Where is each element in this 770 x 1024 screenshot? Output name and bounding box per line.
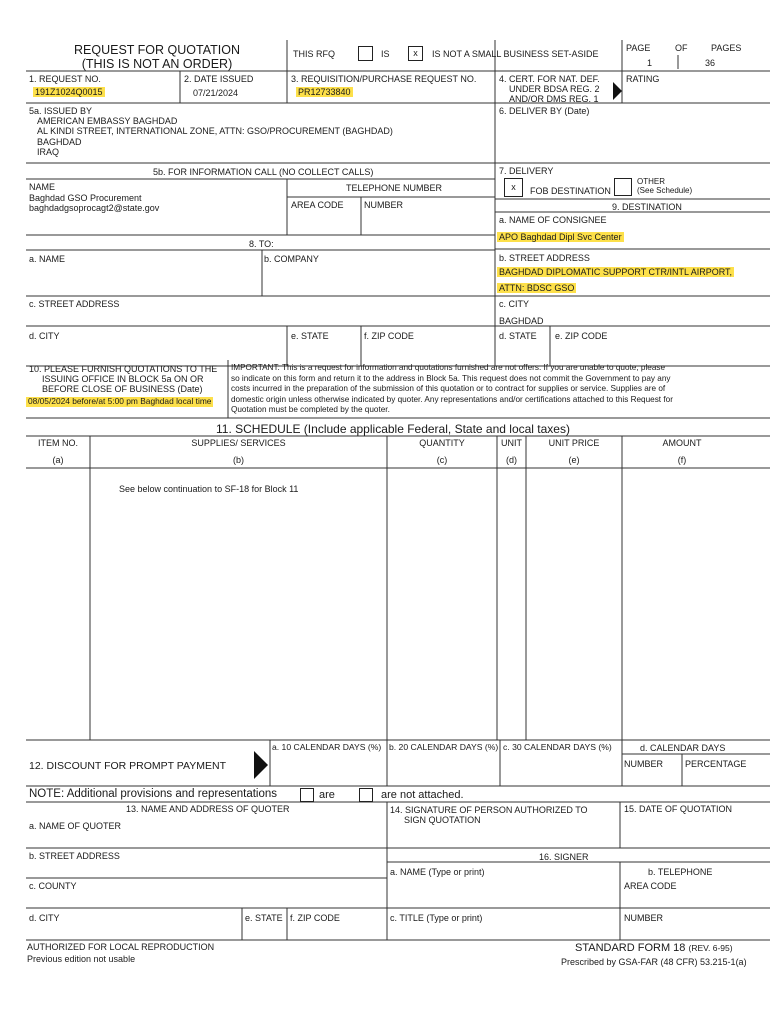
deliver-by-label: 6. DELIVER BY (Date) — [499, 106, 590, 116]
dest-street-line1[interactable]: BAGHDAD DIPLOMATIC SUPPORT CTR/INTL AIRPORT, — [499, 267, 733, 277]
col-amount: AMOUNT — [662, 438, 702, 448]
discount-a-label: a. 10 CALENDAR DAYS (%) — [272, 742, 382, 752]
col-supplies-letter: (b) — [233, 455, 244, 465]
to-street-label: c. STREET ADDRESS — [29, 299, 120, 309]
cert-nat-def-line3: AND/OR DMS REG. 1 — [509, 94, 599, 104]
requisition-value[interactable]: PR12733840 — [298, 87, 351, 97]
to-label: 8. TO: — [249, 239, 274, 249]
form-title-line2: (THIS IS NOT AN ORDER) — [81, 57, 233, 72]
furnish-quotes-line2: ISSUING OFFICE IN BLOCK 5a ON OR — [42, 374, 204, 384]
dest-state-label: d. STATE — [499, 331, 537, 341]
standard-form-rev: (REV. 6-95) — [688, 943, 733, 953]
provisions-are-checkbox[interactable] — [300, 788, 314, 802]
dest-city-label: c. CITY — [499, 299, 530, 309]
signer-area-code-label: AREA CODE — [624, 881, 677, 891]
is-label: IS — [381, 49, 390, 59]
is-not-set-aside-checkbox[interactable]: x — [408, 46, 423, 61]
col-quantity: QUANTITY — [419, 438, 465, 448]
info-call-label: 5b. FOR INFORMATION CALL (NO COLLECT CALLS) — [153, 167, 374, 177]
of-label: OF — [675, 43, 688, 53]
col-unit-letter: (d) — [506, 455, 517, 465]
to-company-label: b. COMPANY — [264, 254, 319, 264]
signer-name-label: a. NAME (Type or print) — [390, 867, 485, 877]
dest-zip-label: e. ZIP CODE — [555, 331, 608, 341]
this-rfq-label: THIS RFQ — [293, 49, 335, 59]
signature-label-line1: 14. SIGNATURE OF PERSON AUTHORIZED TO — [390, 805, 588, 815]
cert-nat-def-line1: 4. CERT. FOR NAT. DEF. — [499, 74, 600, 84]
request-no-value[interactable]: 191Z1024Q0015 — [35, 87, 103, 97]
dest-street-label: b. STREET ADDRESS — [499, 253, 590, 263]
col-unit-price-letter: (e) — [568, 455, 580, 465]
request-no-label: 1. REQUEST NO. — [29, 74, 101, 84]
form-title — [26, 43, 288, 72]
pages-label: PAGES — [711, 43, 742, 53]
col-item-no-letter: (a) — [52, 455, 64, 465]
provisions-are-label: are — [319, 789, 335, 801]
destination-label: 9. DESTINATION — [612, 202, 682, 212]
prescribed-by-note: Prescribed by GSA-FAR (48 CFR) 53.215-1(a) — [561, 957, 747, 967]
contact-email[interactable]: baghdadgsoprocagt2@state.gov — [29, 203, 160, 213]
signer-title-label: c. TITLE (Type or print) — [390, 913, 483, 923]
additional-provisions-note: NOTE: Additional provisions and representations — [29, 788, 278, 800]
delivery-label: 7. DELIVERY — [499, 166, 554, 176]
contact-name-label: NAME — [29, 182, 56, 192]
signer-label: 16. SIGNER — [539, 852, 589, 862]
issued-by-label: 5a. ISSUED BY — [29, 106, 93, 116]
issued-by-line2: AL KINDI STREET, INTERNATIONAL ZONE, ATTN: GSO/PROCUREMENT (BAGHDAD) — [37, 126, 393, 136]
signer-telephone-label: b. TELEPHONE — [648, 867, 713, 877]
to-name-label: a. NAME — [29, 254, 66, 264]
quote-due-date[interactable]: 08/05/2024 before/at 5:00 pm Baghdad local time — [28, 396, 212, 406]
col-unit-price: UNIT PRICE — [548, 438, 600, 448]
col-supplies: SUPPLIES/ SERVICES — [191, 438, 286, 448]
date-of-quotation-label: 15. DATE OF QUOTATION — [624, 804, 733, 814]
prompt-payment-label: 12. DISCOUNT FOR PROMPT PAYMENT — [29, 760, 226, 772]
date-issued-value[interactable]: 07/21/2024 — [193, 88, 239, 98]
discount-percentage-label: PERCENTAGE — [685, 759, 747, 769]
previous-edition-note: Previous edition not usable — [27, 954, 136, 964]
to-city-label: d. CITY — [29, 331, 60, 341]
schedule-continuation-note: See below continuation to SF-18 for Block 11 — [119, 484, 299, 494]
rating-label: RATING — [626, 74, 660, 84]
quoter-address-label: 13. NAME AND ADDRESS OF QUOTER — [126, 804, 290, 814]
cert-nat-def-line2: UNDER BDSA REG. 2 — [509, 84, 600, 94]
important-line3: costs incurred in the preparation of the submission of this quotation or to contract for supplies or service. Supplies are of — [231, 384, 666, 393]
issued-by-line3: BAGHDAD — [37, 137, 82, 147]
col-unit: UNIT — [501, 438, 522, 448]
important-line5: Quotation must be completed by the quoter. — [231, 405, 390, 414]
form-title-line1: REQUEST FOR QUOTATION — [74, 43, 240, 57]
signer-number-label: NUMBER — [624, 913, 664, 923]
col-quantity-letter: (c) — [436, 455, 448, 465]
quoter-county-label: c. COUNTY — [29, 881, 77, 891]
page-label: PAGE — [626, 43, 651, 53]
fob-destination-checkbox[interactable]: x — [504, 178, 523, 197]
page-number: 1 — [647, 58, 653, 68]
important-line1: IMPORTANT: This is a request for information and quotations furnished are not offers. If you are unable to quote, please — [231, 363, 666, 372]
discount-c-label: c. 30 CALENDAR DAYS (%) — [503, 742, 612, 752]
date-issued-label: 2. DATE ISSUED — [184, 74, 254, 84]
standard-form-label — [575, 942, 733, 955]
col-amount-letter: (f) — [677, 455, 687, 465]
important-line4: domestic origin unless otherwise indicated by quoter. Any representations and/or certifications attached to this Request for — [231, 395, 673, 404]
other-delivery-checkbox[interactable] — [614, 178, 632, 196]
discount-d-label: d. CALENDAR DAYS — [640, 743, 726, 753]
other-label: OTHER — [637, 177, 665, 186]
discount-number-label: NUMBER — [624, 759, 664, 769]
issued-by-line4: IRAQ — [37, 147, 60, 157]
dest-city-value[interactable]: BAGHDAD — [499, 316, 544, 326]
quoter-zip-label: f. ZIP CODE — [290, 913, 340, 923]
local-reproduction-note: AUTHORIZED FOR LOCAL REPRODUCTION — [27, 942, 215, 952]
to-zip-label: f. ZIP CODE — [364, 331, 414, 341]
issued-by-line1: AMERICAN EMBASSY BAGHDAD — [37, 116, 178, 126]
standard-form-name: STANDARD FORM 18 — [575, 942, 686, 954]
area-code-label: AREA CODE — [291, 200, 344, 210]
telephone-label: TELEPHONE NUMBER — [346, 183, 443, 193]
is-not-set-aside-label: IS NOT A SMALL BUSINESS SET-ASIDE — [432, 49, 599, 59]
quoter-street-label: b. STREET ADDRESS — [29, 851, 120, 861]
provisions-are-not-checkbox[interactable] — [359, 788, 373, 802]
to-state-label: e. STATE — [291, 331, 329, 341]
furnish-quotes-line1: 10. PLEASE FURNISH QUOTATIONS TO THE — [29, 364, 218, 374]
fob-destination-label: FOB DESTINATION — [530, 186, 611, 196]
signature-label-line2: SIGN QUOTATION — [404, 815, 481, 825]
contact-name-line1: Baghdad GSO Procurement — [29, 193, 142, 203]
provisions-are-not-label: are not attached. — [381, 789, 464, 801]
furnish-quotes-line3: BEFORE CLOSE OF BUSINESS (Date) — [42, 384, 203, 394]
quoter-name-label: a. NAME OF QUOTER — [29, 821, 122, 831]
schedule-title: 11. SCHEDULE (Include applicable Federal, State and local taxes) — [216, 422, 570, 436]
consignee-value[interactable]: APO Baghdad Dipl Svc Center — [499, 232, 622, 242]
quoter-city-label: d. CITY — [29, 913, 60, 923]
number-label: NUMBER — [364, 200, 404, 210]
total-pages: 36 — [705, 58, 716, 68]
requisition-label: 3. REQUISITION/PURCHASE REQUEST NO. — [291, 74, 477, 84]
dest-street-line2[interactable]: ATTN: BDSC GSO — [499, 283, 575, 293]
discount-b-label: b. 20 CALENDAR DAYS (%) — [389, 742, 499, 752]
important-line2: so indicate on this form and return it to the address in Block 5a. This request does not commit the Government to pay any — [231, 374, 671, 383]
see-schedule-label: (See Schedule) — [637, 186, 693, 195]
consignee-label: a. NAME OF CONSIGNEE — [499, 215, 607, 225]
quoter-state-label: e. STATE — [245, 913, 283, 923]
col-item-no: ITEM NO. — [38, 438, 78, 448]
is-set-aside-checkbox[interactable] — [358, 46, 373, 61]
